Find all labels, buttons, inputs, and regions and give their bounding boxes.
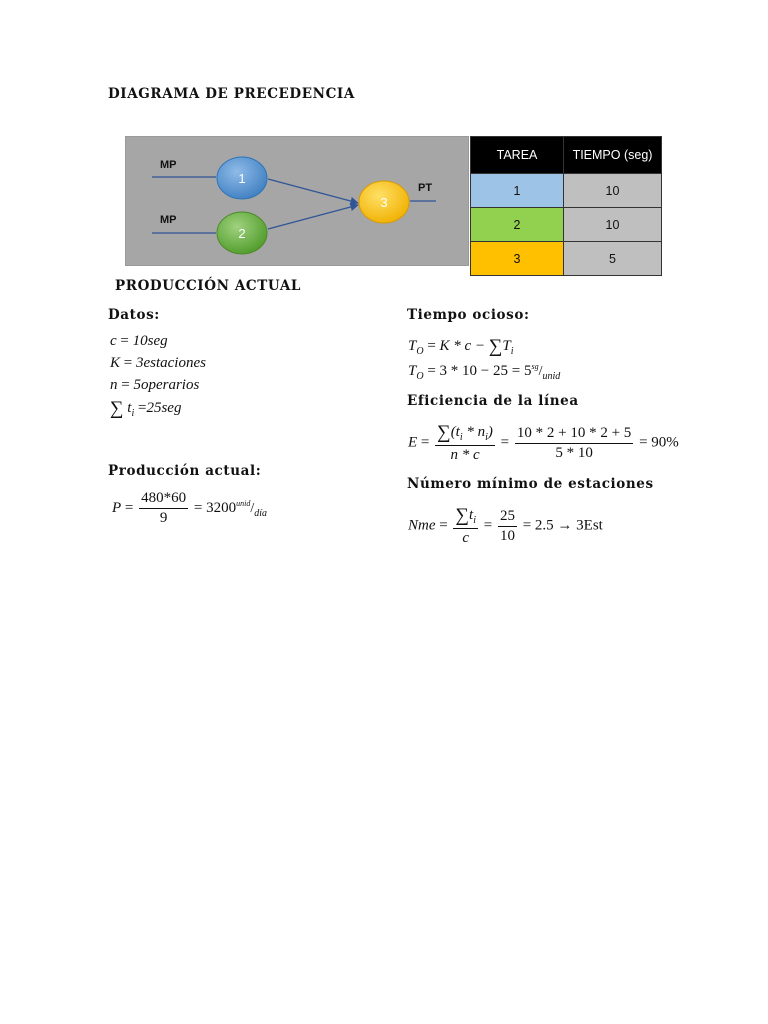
tiempo-cell: 10 xyxy=(564,174,662,208)
mp1-label: MP xyxy=(160,159,177,171)
estaciones-heading: Número mínimo de estaciones xyxy=(407,476,654,492)
node-1-label: 1 xyxy=(238,171,246,186)
precedence-diagram-svg xyxy=(126,137,468,265)
task-time-table xyxy=(470,136,662,276)
tarea-cell: 3 xyxy=(471,242,564,276)
node-2-label: 2 xyxy=(238,226,246,241)
datos-k: K = 3estaciones xyxy=(110,355,206,371)
eficiencia-formula: E = $\frac{\sum(t_i * n_i)}{n * c}$ = $\frac{10 * 2 + 10 * 2 + 5}{5 * 10}$ = 90% xyxy=(408,422,679,463)
mp2-label: MP xyxy=(160,214,177,226)
estaciones-formula: Nme = $\frac{\sum t_i}{c}$ = $\frac{25}{10}$ = 2.5 → 3Est xyxy=(408,505,603,546)
datos-sum: ∑ $t_i =25seg$ xyxy=(110,398,182,419)
table-row xyxy=(471,174,662,208)
eficiencia-heading: Eficiencia de la línea xyxy=(407,393,579,409)
tarea-cell: 2 xyxy=(471,208,564,242)
ocioso-line1: $T_O = K * c - \sum T_i$ xyxy=(408,336,514,357)
table-header-row xyxy=(471,137,662,174)
datos-heading: Datos: xyxy=(108,307,160,323)
tiempo-cell: 5 xyxy=(564,242,662,276)
edge-1-3 xyxy=(268,179,358,203)
ocioso-line2: $T_O = 3 * 10 - 25 = 5^{sg}/_{unid}$ xyxy=(408,362,561,382)
produccion-actual-heading: PRODUCCIÓN ACTUAL xyxy=(115,278,302,294)
produccion-heading: Producción actual: xyxy=(108,463,262,479)
header-tiempo: TIEMPO (seg) xyxy=(564,137,662,174)
table-row xyxy=(471,242,662,276)
pt-label: PT xyxy=(418,182,433,194)
node-3-label: 3 xyxy=(380,195,388,210)
edge-2-3 xyxy=(268,205,358,229)
ocioso-heading: Tiempo ocioso: xyxy=(407,307,530,323)
datos-c: c = 10seg xyxy=(110,333,168,349)
tarea-cell: 1 xyxy=(471,174,564,208)
table-row xyxy=(471,208,662,242)
page-title: DIAGRAMA DE PRECEDENCIA xyxy=(108,86,355,102)
tiempo-cell: 10 xyxy=(564,208,662,242)
precedence-diagram xyxy=(125,136,469,266)
datos-n: n = 5operarios xyxy=(110,377,200,393)
produccion-formula: P = $\frac{480*60}{9}$ = $3200^{unid}/_{día}$ xyxy=(112,490,268,526)
header-tarea: TAREA xyxy=(471,137,564,174)
